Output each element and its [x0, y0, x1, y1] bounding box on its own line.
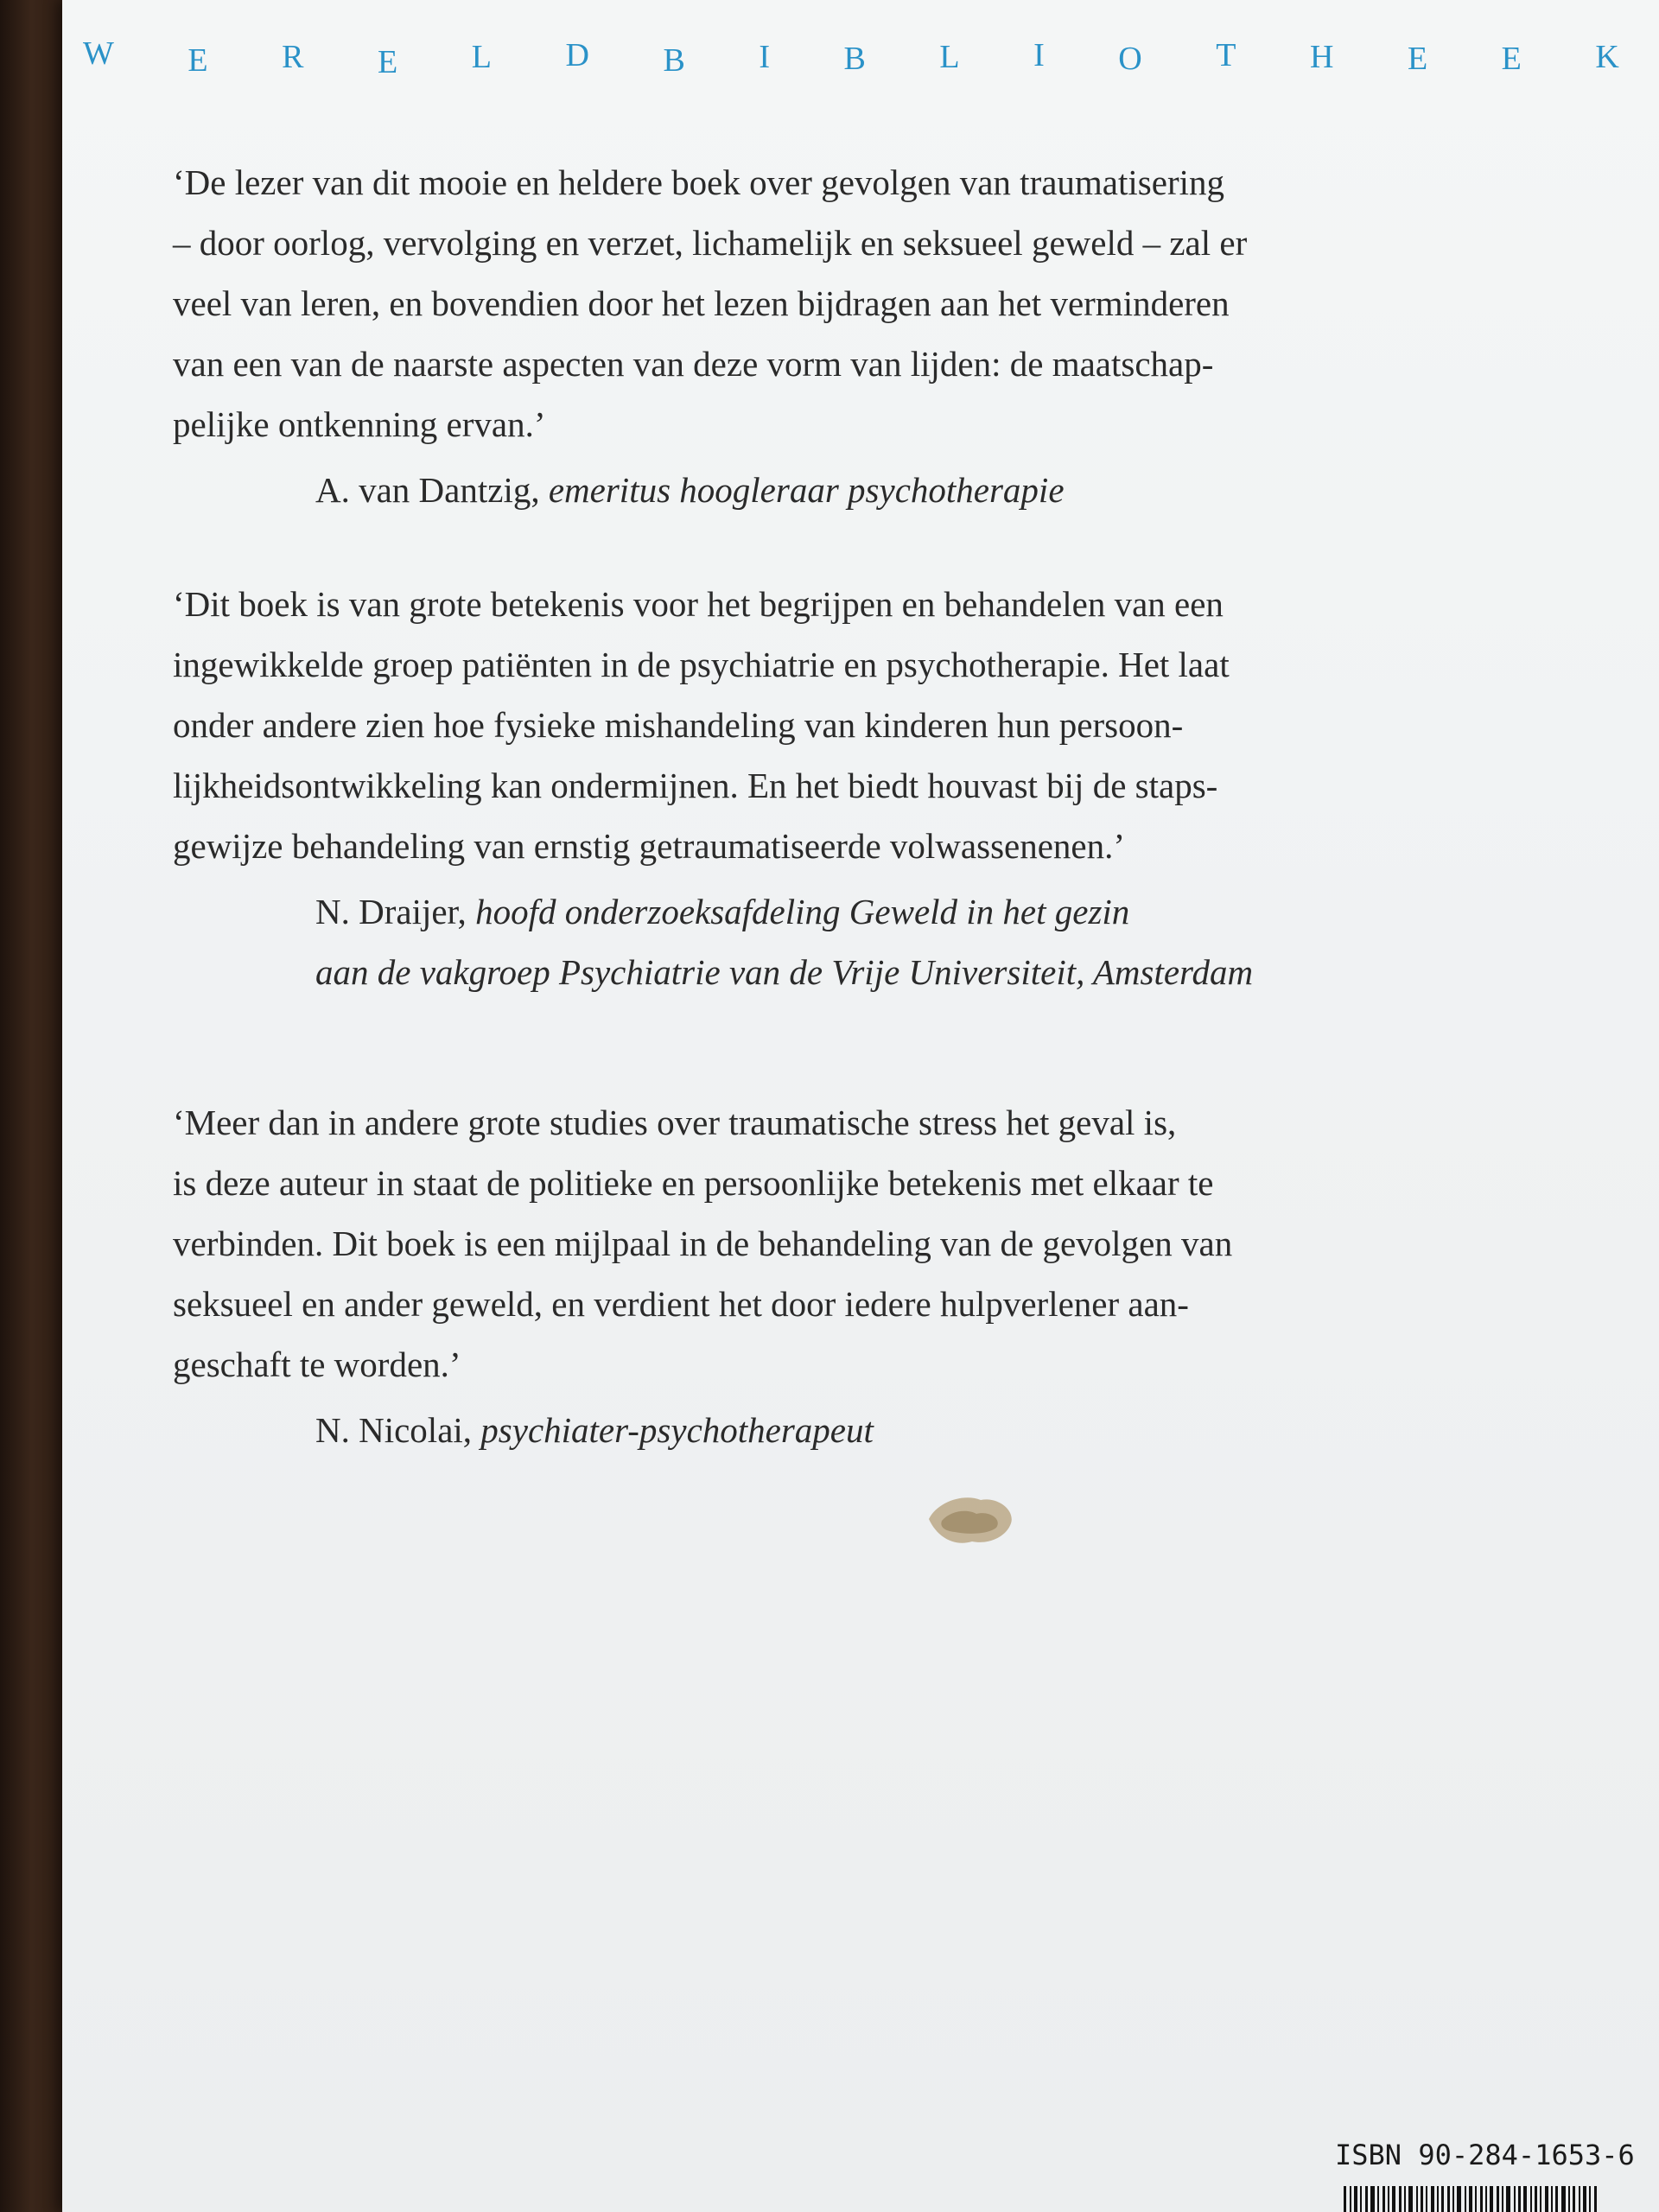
barcode-bar — [1408, 2186, 1413, 2212]
series-letter: E — [188, 42, 210, 79]
barcode-bar — [1518, 2186, 1521, 2212]
barcode-bar — [1579, 2186, 1580, 2212]
barcode-bar — [1589, 2186, 1591, 2212]
series-letter: I — [1033, 37, 1046, 73]
attribution-role: emeritus hoogleraar psychotherapie — [548, 470, 1065, 510]
barcode-bar — [1370, 2186, 1375, 2212]
barcode-bar — [1545, 2186, 1548, 2212]
series-letter: B — [843, 41, 868, 77]
barcode-bar — [1506, 2186, 1510, 2212]
quote-block-1 — [173, 152, 1555, 520]
barcode-bar — [1404, 2186, 1406, 2212]
quote-text: ‘De lezer van dit mooie en heldere boek over gevolgen van traumatisering – door oorlog, vervolging en verzet, lichamelijk en seksueel geweld – zal er veel van leren, en bovendien door het lezen bijdragen aan het verminderen van een van de naarste aspecten van deze vorm van lijden: de maatschap- pelijke ontkenning ervan.’ — [173, 162, 1248, 444]
paper-stain — [920, 1484, 1024, 1554]
attribution-role-line-2: aan de vakgroep Psychiatrie van de Vrije Universiteit, Amsterdam — [315, 952, 1254, 992]
barcode-bar — [1490, 2186, 1493, 2212]
barcode-bar — [1350, 2186, 1351, 2212]
attribution-name: N. Draijer, — [315, 892, 467, 931]
barcode-bar — [1480, 2186, 1483, 2212]
series-letter: H — [1309, 39, 1336, 75]
quote-text: ‘Dit boek is van grote betekenis voor het begrijpen en behandelen van een ingewikkelde groep patiënten in de psychiatrie en psychotherapie. Het laat onder andere zien hoe fysieke mishandeling van kinderen hun persoon- lijkheidsontwikkeling kan ondermijnen. En het biedt houvast bij de staps- gewijze behandeling van ernstig getraumatiseerde volwassenenen.’ — [173, 584, 1230, 866]
barcode-bar — [1416, 2186, 1418, 2212]
barcode-bar — [1540, 2186, 1541, 2212]
quote-block-3 — [173, 1092, 1555, 1460]
barcode-bar — [1399, 2186, 1402, 2212]
barcode-bar — [1437, 2186, 1439, 2212]
series-letter: W — [83, 35, 116, 72]
series-letter: L — [471, 39, 493, 75]
quote-attribution — [315, 460, 1555, 520]
barcode-bar — [1583, 2186, 1586, 2212]
barcode-bar — [1392, 2186, 1395, 2212]
series-letter: L — [939, 39, 962, 75]
barcode-bar — [1441, 2186, 1444, 2212]
barcode-bar — [1523, 2186, 1527, 2212]
barcode-bar — [1535, 2186, 1537, 2212]
barcode-bar — [1421, 2186, 1423, 2212]
barcode-bar — [1388, 2186, 1389, 2212]
series-letter: E — [1407, 41, 1430, 77]
barcode-bar — [1568, 2186, 1570, 2212]
barcode-bar — [1382, 2186, 1385, 2212]
attribution-name: N. Nicolai, — [315, 1410, 473, 1450]
barcode-bar — [1502, 2186, 1503, 2212]
barcode-bar — [1497, 2186, 1499, 2212]
barcode — [1344, 2186, 1637, 2212]
series-letter: R — [282, 39, 306, 75]
quote-block-2 — [173, 574, 1555, 1002]
series-letter: O — [1118, 41, 1144, 77]
series-letter: E — [1501, 41, 1523, 77]
barcode-bar — [1475, 2186, 1477, 2212]
barcode-bar — [1360, 2186, 1362, 2212]
barcode-bar — [1485, 2186, 1487, 2212]
barcode-bar — [1561, 2186, 1566, 2212]
barcode-bar — [1469, 2186, 1472, 2212]
barcode-bar — [1431, 2186, 1434, 2212]
barcode-bar — [1594, 2186, 1597, 2212]
barcode-bar — [1514, 2186, 1516, 2212]
series-title — [83, 35, 1621, 86]
attribution-role: hoofd onderzoeksafdeling Geweld in het gezin — [475, 892, 1130, 931]
series-letter: B — [663, 42, 687, 79]
barcode-bar — [1551, 2186, 1553, 2212]
series-letter: I — [759, 39, 772, 75]
barcode-bar — [1426, 2186, 1427, 2212]
isbn-number: ISBN 90-284-1653-6 — [1335, 2139, 1635, 2171]
series-letter: E — [378, 44, 400, 80]
barcode-bar — [1457, 2186, 1461, 2212]
attribution-role: psychiater-psychotherapeut — [480, 1410, 874, 1450]
quote-attribution — [315, 881, 1555, 1002]
barcode-bar — [1354, 2186, 1357, 2212]
quote-text: ‘Meer dan in andere grote studies over traumatische stress het geval is, is deze auteur in staat de politieke en persoonlijke betekenis met elkaar te verbinden. Dit boek is een mijlpaal in de behandeling van de gevolgen van seksueel en ander geweld, en verdient het door iedere hulpverlener aan- geschaft te worden.’ — [173, 1103, 1233, 1384]
barcode-bar — [1344, 2186, 1346, 2212]
barcode-bar — [1465, 2186, 1466, 2212]
attribution-name: A. van Dantzig, — [315, 470, 540, 510]
quote-attribution — [315, 1400, 1555, 1460]
barcode-bar — [1530, 2186, 1532, 2212]
barcode-bar — [1377, 2186, 1379, 2212]
barcode-bar — [1452, 2186, 1454, 2212]
barcode-bar — [1555, 2186, 1558, 2212]
series-letter: T — [1216, 37, 1238, 73]
barcode-bar — [1365, 2186, 1368, 2212]
series-letter: K — [1595, 39, 1621, 75]
barcode-bar — [1573, 2186, 1575, 2212]
series-letter: D — [565, 37, 591, 73]
barcode-bar — [1447, 2186, 1450, 2212]
